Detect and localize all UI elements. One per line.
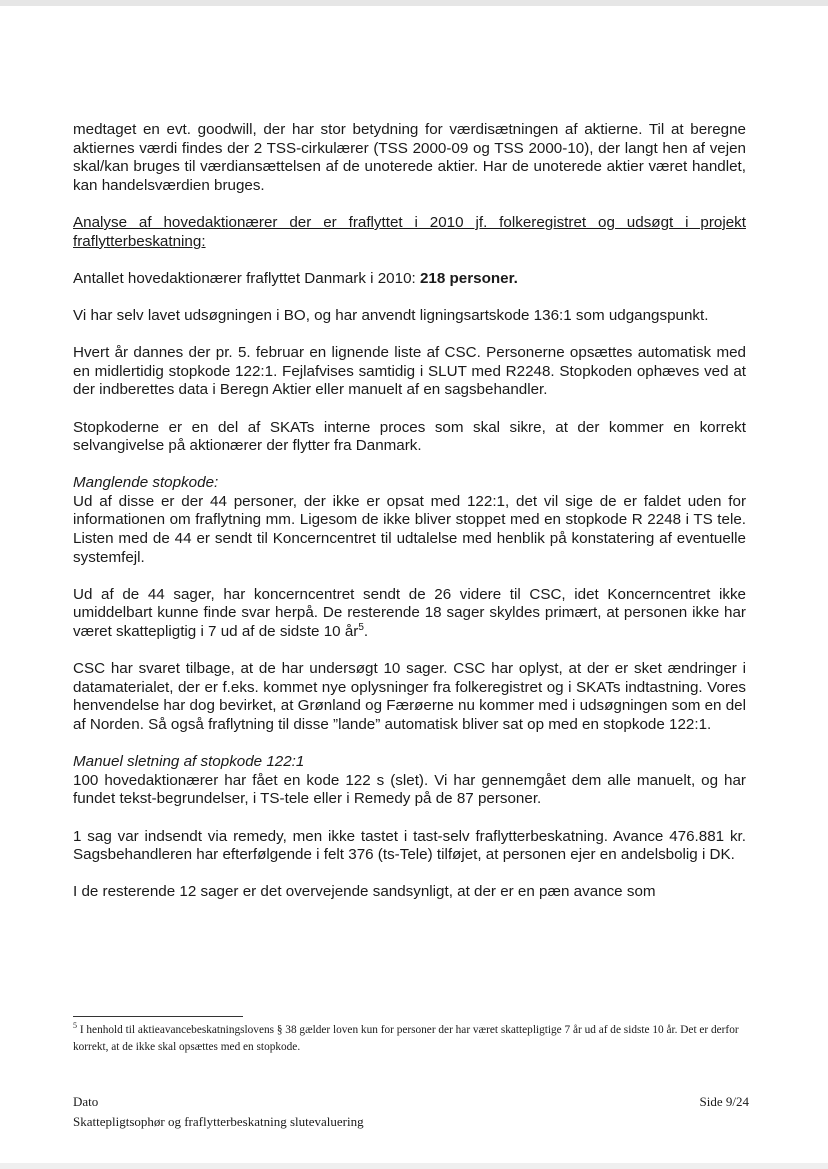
count-value: 218 personer. [419,269,518,287]
paragraph-goodwill: medtaget en evt. goodwill, der har stor betydning for værdisætningen af aktierne. Til at beregne aktiernes værdi findes der 2 TSS-cirkulærer (TSS 2000-09 og TSS 2000-10), der langt hen af vejen skal/kan bruges til værdiansættelsen af de unoterede aktier. Har de unoterede aktier været handlet, kan handelsværdien bruges. [73,121,746,194]
footnote [73,1022,753,1056]
paragraph-44-cases [73,586,746,642]
paragraph-stopcodes: Stopkoderne er en del af SKATs interne proces som skal sikre, at der kommer en korrekt selvangivelse på aktionærer der flytter fra Danmark. [73,418,746,455]
paragraph-100-shareholders: 100 hovedaktionærer har fået en kode 122 s (slet). Vi har gennemgået dem alle manuelt, og har fundet tekst-begrundelser, i TS-tele eller i Remedy på de 87 personer. [73,771,746,808]
paragraph-remedy-case: 1 sag var indsendt via remedy, men ikke tastet i tast-selv fraflytterbeskatning. Avance 476.881 kr. Sagsbehandleren har efterfølgende i felt 376 (ts-Tele) tilføjet, at personen ejer en andelsbolig i DK. [73,827,746,864]
paragraph-remaining-12: I de resterende 12 sager er det overvejende sandsynligt, at der er en pæn avance som [73,883,656,901]
count-label: Antallet hovedaktionærer fraflyttet Danmark i 2010: [73,269,420,287]
footer-date-label: Dato [73,1094,99,1109]
footnote-reference[interactable]: 5 [358,621,364,633]
page-number: Side 9/24 [699,1094,749,1109]
subheading-manual-deletion: Manuel sletning af stopkode 122:1 [73,753,305,771]
paragraph-search: Vi har selv lavet udsøgningen i BO, og har anvendt ligningsartskode 136:1 som udgangspunkt. [73,306,709,324]
paragraph-csc-reply: CSC har svaret tilbage, at de har undersøgt 10 sager. CSC har oplyst, at der er sket ændringer i datamaterialet, der er f.eks. kommet nye oplysninger fra folkeregistret og i SKATs indtastning. Vores henvendelse har dog bevirket, at Grønland og Færøerne nu kommer med i udsøgningen som en del af Norden. Så også fraflytning til disse ”lande” automatisk bliver sat op med en stopkode 122:1. [73,660,746,733]
cases-end: . [363,623,369,641]
footnote-text: I henhold til aktieavancebeskatningslovens § 38 gælder loven kun for personer der har været skattepligtige 7 år ud af de sidste 10 år. Det er derfor korrekt, at de ikke skal opsættes med en stopkode. [73,1024,739,1053]
footer-document-title: Skattepligtsophør og fraflytterbeskatning slutevaluering [73,1114,364,1129]
footnote-marker: 5 [73,1021,77,1031]
footnote-divider [73,1016,243,1017]
section-heading-analysis: Analyse af hovedaktionærer der er fraflyttet i 2010 jf. folkeregistret og udsøgt i projekt fraflytterbeskatning: [73,213,746,250]
page-bottom-edge [0,1163,828,1169]
subheading-missing-stopcode: Manglende stopkode: [73,474,219,492]
cases-text: Ud af de 44 sager, har koncerncentret sendt de 26 videre til CSC, idet Koncerncentret ikke umiddelbart kunne finde svar herpå. De resterende 18 sager skyldes primært, at personen ikke har været skattepligtig i 7 ud af de sidste 10 år [73,585,746,641]
page-top-edge [0,0,828,6]
paragraph-annual-list: Hvert år dannes der pr. 5. februar en lignende liste af CSC. Personerne opsættes automatisk med en midlertidig stopkode 122:1. Fejlafvises samtidig i SLUT med R2248. Stopkoden ophæves ved at der indberettes data i Beregn Aktier eller manuelt af en sagsbehandler. [73,344,746,399]
page-footer [73,1092,749,1132]
paragraph-count [73,270,746,289]
document-body [73,121,746,902]
paragraph-missing-44: Ud af disse er der 44 personer, der ikke er opsat med 122:1, det vil sige de er faldet uden for informationen om fraflytning mm. Ligesom de ikke bliver stoppet med en stopkode R 2248 i TS tele. Listen med de 44 er sendt til Koncerncentret til udtalelse med henblik på konstatering af eventuelle systemfejl. [73,492,746,566]
